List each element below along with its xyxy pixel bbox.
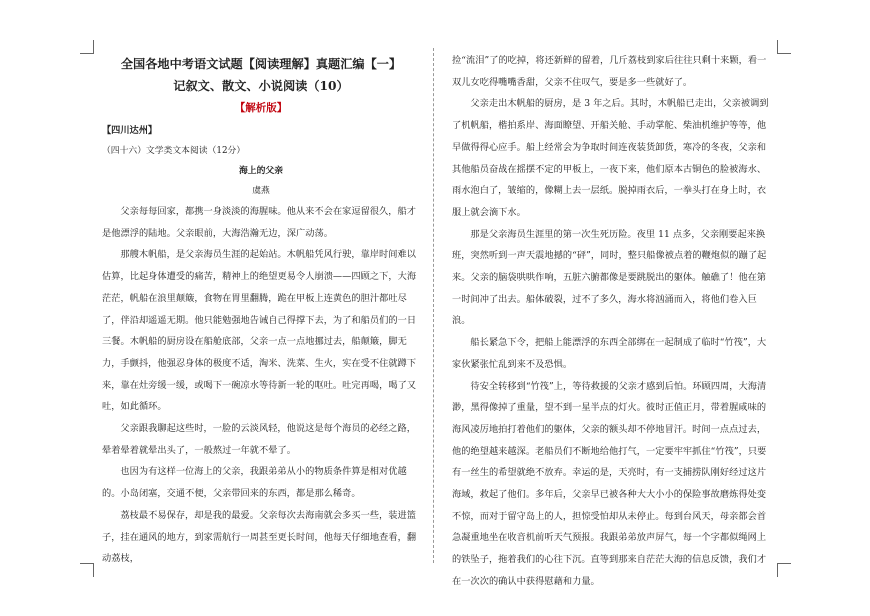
page-subtitle: 记叙文、散文、小说阅读（10） bbox=[173, 79, 349, 93]
paragraph: 父亲走出木帆船的厨房，是 3 年之后。其时，木帆船已走出，父亲被调到了机帆船，楷拍系岸、海面瞭望、开船关舱、手动掌舵、柴油机维护等等，他早做得得心应手。船上经常会为争取时间连夜装货卸货，寒冷的冬夜，父亲和其他船员奋战在摇摆不定的甲板上，一夜下来，他们原本古铜色的脸被海水、雨水泡白了，皱缩的，像糊上去一层纸。脱掉雨衣后，一拳头打在身上时，衣服上就会滴下水。 bbox=[452, 98, 769, 218]
essay-author: 虞燕 bbox=[252, 186, 270, 196]
paragraph: 那艘木帆船，是父亲海员生涯的起始站。木帆船凭风行驶，靠岸时间难以估算，比起身体遭受的痛苦，精神上的绝望更易令人崩溃——四顾之下，大海茫茫，帆船在浪里颠簸，食物在胃里翻腾，跪在甲板上连黄色的胆汁都吐尽了，伴沿却遥遥无期。他只能勉强地告诫自己得撑下去，为了和船员们的一日三餐。木帆船的厨房设在船舱底部，父亲一点一点地挪过去，船颠簸，脚无力，手颤抖，他强忍身体的极度不适，淘米、洗菜、生火，实在受不住就蹲下来，靠在灶旁缓一缓，或喝下一碗凉水等待新一轮的呕吐。吐完再喝，喝了又吐，如此循环。 bbox=[102, 249, 417, 413]
column-divider bbox=[433, 48, 434, 563]
paragraph: 荔枝最不易保存，却是我的最爱。父亲每次去海南就会多买一些，装进篮子，挂在通风的地方，到家需航行一周甚至更长时间，他每天仔细地查看，翻动荔枝， bbox=[102, 509, 417, 565]
essay-title: 海上的父亲 bbox=[239, 166, 283, 176]
section-heading: （四十六）文学类文本阅读（12分） bbox=[102, 146, 246, 156]
paragraph: 父亲每每回家，都携一身淡淡的海腥味。他从来不会在家逗留很久，船才是他漂浮的陆地。父亲眼前，大海浩瀚无边，深广动荡。 bbox=[102, 206, 416, 239]
crop-mark-top-left bbox=[80, 40, 94, 54]
left-column bbox=[102, 52, 420, 570]
paragraph: 父亲跟我聊起这些时，一脸的云淡风轻，他说这是每个海员的必经之路，晕着晕着就晕出头了，一般熬过一年就不晕了。 bbox=[102, 423, 416, 456]
crop-mark-bottom-right bbox=[777, 563, 791, 577]
paragraph: 船长紧急下令，把船上能漂浮的东西全部绑在一起制成了临时“竹筏”，大家伙紧张忙乱到来不及恐惧。 bbox=[452, 337, 767, 370]
right-column bbox=[452, 50, 772, 593]
paragraph: 捡“流泪”了的吃掉，将还新鲜的留着，几斤荔枝到家后往往只剩十来颗，看一双儿女吃得嘴嘴香甜，父亲不住叹气，要是多一些就好了。 bbox=[452, 55, 767, 88]
paragraph: 也因为有这样一位海上的父亲，我跟弟弟从小的物质条件算是相对优越的。小岛闭塞，交通不便，父亲带回来的东西，都是那么稀奇。 bbox=[102, 466, 407, 500]
crop-mark-bottom-left bbox=[80, 563, 94, 577]
page-title: 全国各地中考语文试题【阅读理解】真题汇编【一】 bbox=[120, 57, 402, 71]
paragraph: 待安全转移到“竹筏”上，等待救援的父亲才感到后怕。环顾四周，大海清渺，黑得像掉了重量，望不到一星半点的灯火。彼时正值正月，带着腥咸味的海风凌厉地拍打着他们的躯体，父亲的额头却不停地冒汗。时间一点点过去，他的绝望越来越深。老船员们不断地给他打气，一定要牢牢抓住“竹筏”，只要有一丝生的希望就绝不放弃。幸运的是，天亮时，有一支捕捞队刚好经过这片海域，救起了他们。多年后，父亲早已被各种大大小小的保险事故磨炼得处变不惊，而对于留守岛上的人，担惊受怕却从未停止。每到台风天，母亲都会首急凝重地坐在收音机前听天气预报。我跟弟弟放声屏气，每一个字都似绳网上的铁坠子，拖着我们的心往下沉。直等到那来自茫茫大海的信息反馈，我们才在一次次的确认中获得慰藉和力量。 bbox=[452, 380, 767, 587]
paragraph: 那是父亲海员生涯里的第一次生死历险。夜里 11 点多，父亲刚要起来换班，突然听到一声天震地撼的“砰”，同时，整只船像被点着的鞭炮似的蹦了起来。父亲的脑袋哄哄作响，五脏六腑都像是要跳脱出的躯体。触礁了！他在第一时间冲了出去。船体破裂，过不了多久，海水将汹涌而入，将他们卷入巨浪。 bbox=[452, 228, 767, 327]
region-label: 【四川达州】 bbox=[102, 125, 158, 136]
crop-mark-top-right bbox=[777, 40, 791, 54]
edition-badge: 【解析版】 bbox=[234, 102, 288, 114]
